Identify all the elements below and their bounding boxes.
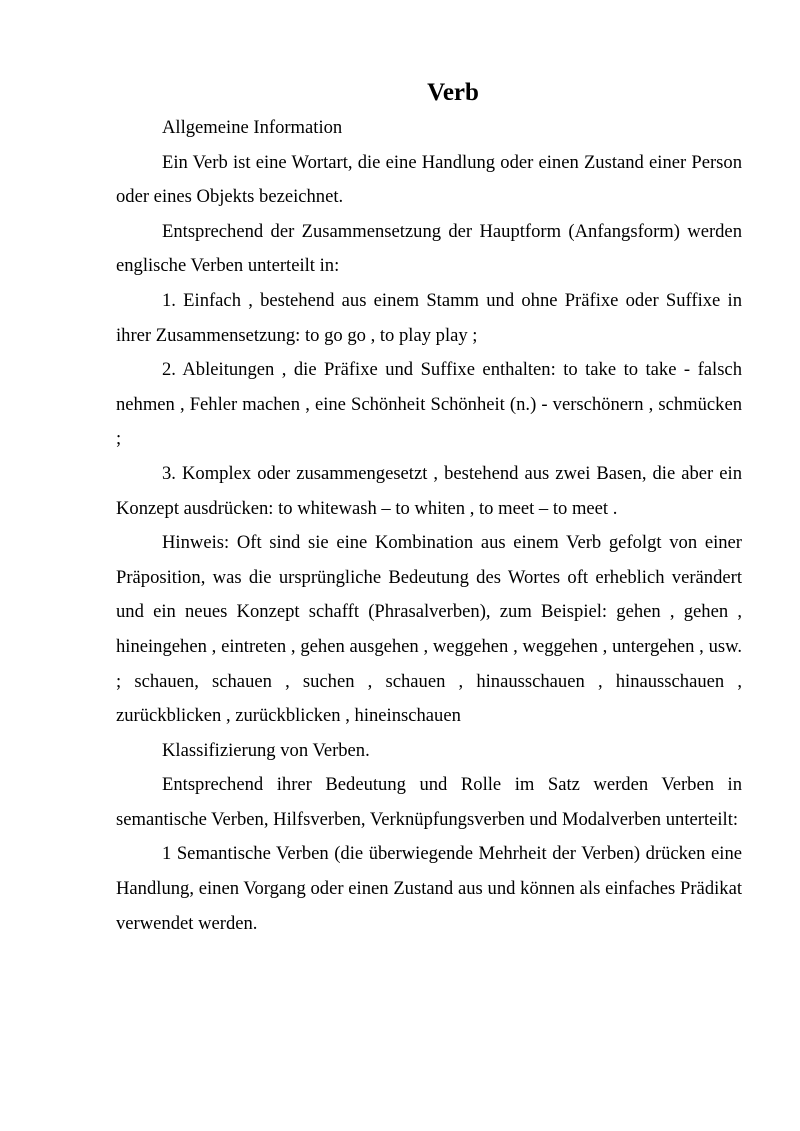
document-title: Verb: [427, 79, 479, 106]
paragraph-composition-intro: Entsprechend der Zusammensetzung der Hauptform (Anfangsform) werden englische Verben unterteilt in:: [116, 220, 742, 277]
paragraph-phrasal-note: Hinweis: Oft sind sie eine Kombination aus einem Verb gefolgt von einer Präposition, was die ursprüngliche Bedeutung des Wortes oft erheblich verändert und ein neues Konzept schafft (Phrasalverben), zum Beispiel: gehen , gehen , hineingehen , eintreten , gehen ausgehen , weggehen , weggehen , untergehen , usw. ; schauen, schauen , suchen , schauen , hinausschauen , hinausschauen , zurückblicken , zurückblicken , hineinschauen: [116, 532, 742, 727]
paragraph-verb-definition: Ein Verb ist eine Wortart, die eine Handlung oder einen Zustand einer Person oder eines Objekts bezeichnet.: [116, 151, 742, 208]
paragraph-simple-verbs: 1. Einfach , bestehend aus einem Stamm und ohne Präfixe oder Suffixe in ihrer Zusammensetzung: to go go , to play play ;: [116, 289, 742, 346]
paragraph-semantic-verbs: 1 Semantische Verben (die überwiegende Mehrheit der Verben) drücken eine Handlung, einen Vorgang oder einen Zustand aus und können als einfaches Prädikat verwendet werden.: [116, 843, 742, 934]
paragraph-compound-verbs: 3. Komplex oder zusammengesetzt , bestehend aus zwei Basen, die aber ein Konzept ausdrücken: to whitewash – to whiten , to meet – to meet .: [116, 462, 742, 519]
paragraph-classification-heading: Klassifizierung von Verben.: [162, 739, 370, 761]
paragraph-derived-verbs: 2. Ableitungen , die Präfixe und Suffixe enthalten: to take to take - falsch nehmen , Fehler machen , eine Schönheit Schönheit (n.) - verschönern , schmücken ;: [116, 359, 742, 450]
document-body: [116, 76, 742, 941]
paragraph-classification-intro: Entsprechend ihrer Bedeutung und Rolle im Satz werden Verben in semantische Verben, Hilfsverben, Verknüpfungsverben und Modalverben unterteilt:: [116, 774, 742, 830]
paragraph-general-info-heading: Allgemeine Information: [162, 117, 343, 138]
